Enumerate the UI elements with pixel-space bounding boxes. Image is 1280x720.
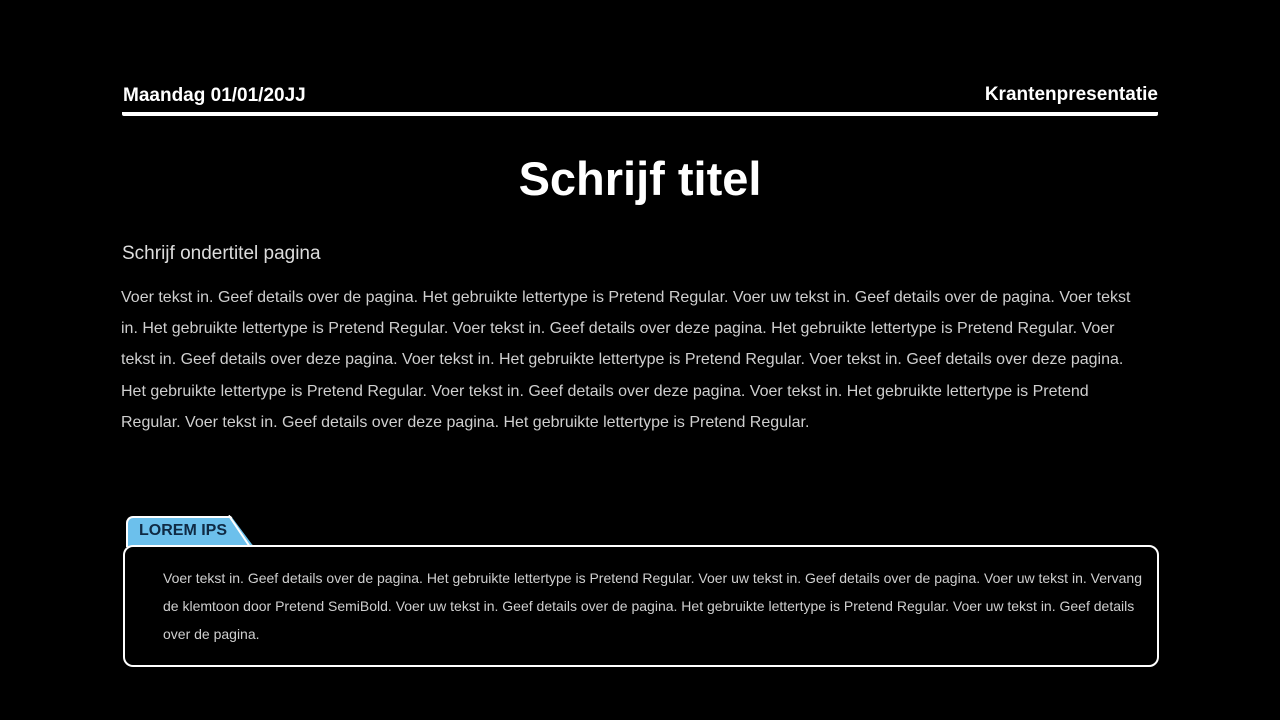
callout-tab-label: LOREM IPS — [139, 522, 228, 539]
page-title: Schrijf titel — [518, 152, 762, 205]
header-rule — [122, 84, 1158, 116]
header-date: Maandag 01/01/20JJ — [123, 85, 306, 106]
page-subtitle: Schrijf ondertitel pagina — [122, 243, 321, 264]
body-text: Voer tekst in. Geef details over de pagina. Het gebruikte lettertype is Pretend Regular. Voer uw tekst in. Geef details over de pagina. Voer tekst in. Het gebruikte lettertype is Pretend Regular. Voer tekst in. Geef details over deze pagina. Het gebruikte lettertype is Pretend Regular. Voer tekst in. Geef details over deze pagina. Voer tekst in. Het gebruikte lettertype is Pretend Regular. Voer tekst in. Geef details over deze pagina. Het gebruikte lettertype is Pretend Regular. Voer tekst in. Geef details over deze pagina. Voer tekst in. Het gebruikte lettertype is Pretend Regular. Voer tekst in. Geef details over deze pagina. Het gebruikte lettertype is Pretend Regular. — [121, 289, 1131, 431]
header-brand: Krantenpresentatie — [984, 84, 1158, 105]
callout-text: Voer tekst in. Geef details over de pagina. Het gebruikte lettertype is Pretend Regular. Voer uw tekst in. Geef details over de pagina. Voer uw tekst in. Vervang de klemtoon door Pretend SemiBold. Voer uw tekst in. Geef details over de pagina. Het gebruikte lettertype is Pretend Regular. Voer uw tekst in. Geef details over de pagina. — [163, 570, 1143, 642]
